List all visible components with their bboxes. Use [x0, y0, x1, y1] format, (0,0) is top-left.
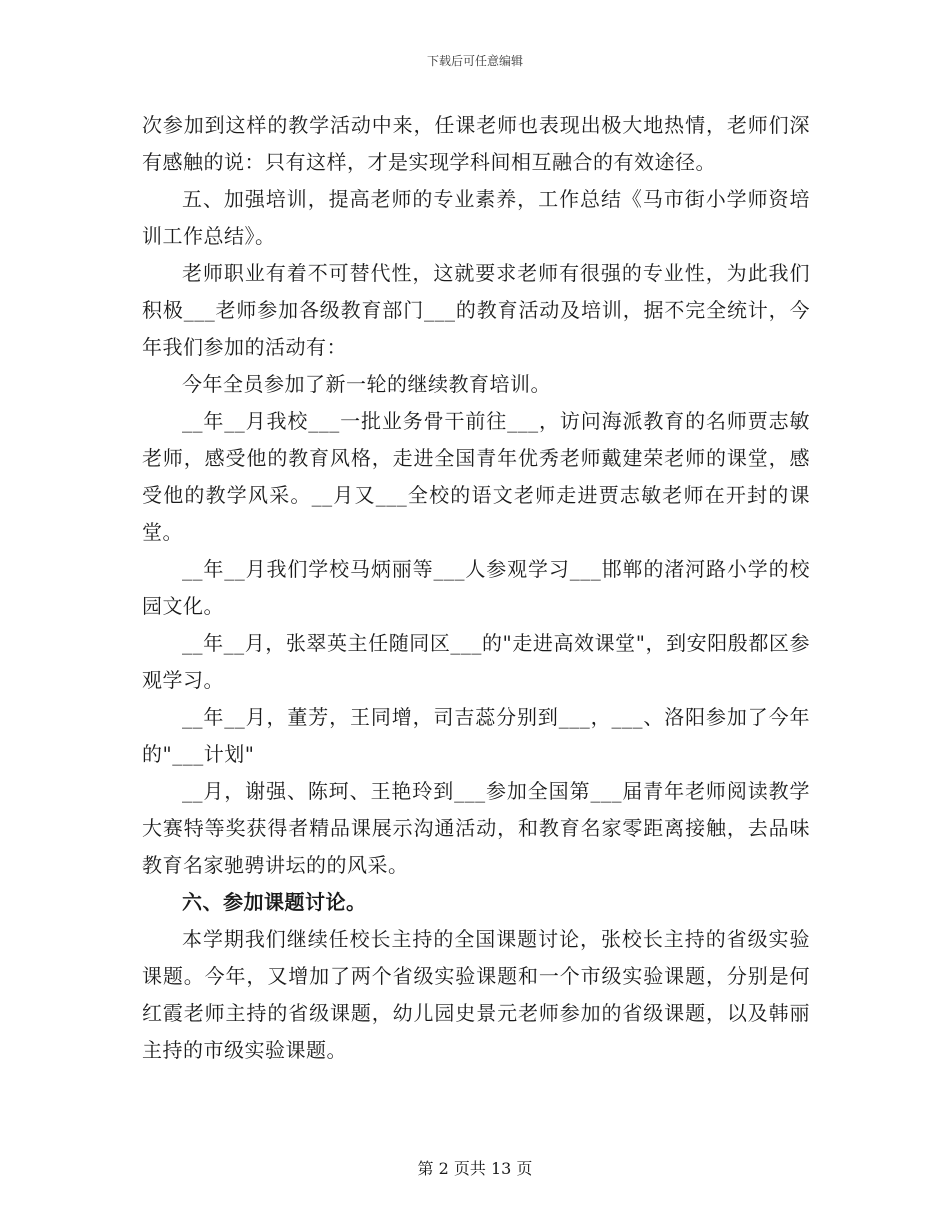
document-body [142, 107, 810, 1069]
paragraph-research-projects: 本学期我们继续任校长主持的全国课题讨论，张校长主持的省级实验课题。今年，又增加了两个省级实验课题和一个市级实验课题，分别是何红霞老师主持的省级课题，幼儿园史景元老师参加的省级课题，以及韩丽主持的市级实验课题。 [142, 927, 810, 1062]
page-header: 下载后可任意编辑 [426, 54, 523, 68]
page-number-footer: 第 2 页共 13 页 [417, 1159, 533, 1178]
paragraph-visit-anyang: __年__月，张翠英主任随同区___的"走进高效课堂"，到安阳殷都区参观学习。 [142, 631, 810, 692]
section-six-heading: 六、参加课题讨论。 [182, 890, 367, 914]
paragraph-section-five-title: 五、加强培训，提高老师的专业素养，工作总结《马市街小学师资培训工作总结》。 [142, 187, 810, 248]
paragraph-visit-shanghai: __年__月我校___一批业务骨干前往___，访问海派教育的名师贾志敏老师，感受他的教育风格，走进全国青年优秀老师戴建荣老师的课堂，感受他的教学风采。__月又___全校的语文老师走进贾志敏老师在开封的课堂。 [142, 409, 810, 544]
paragraph-reading-contest: __月，谢强、陈珂、王艳玲到___参加全国第___届青年老师阅读教学大赛特等奖获得者精品课展示沟通活动，和教育名家零距离接触，去品味教育名家驰骋讲坛的的风采。 [142, 779, 810, 877]
paragraph-visit-handan: __年__月我们学校马炳丽等___人参观学习___邯郸的渚河路小学的校园文化。 [142, 557, 810, 618]
paragraph-luoyang-plan: __年__月，董芳，王同增，司吉蕊分别到___，___、洛阳参加了今年的"___计划" [142, 705, 810, 766]
paragraph-continuation: 次参加到这样的教学活动中来，任课老师也表现出极大地热情，老师们深有感触的说：只有这样，才是实现学科间相互融合的有效途径。 [142, 113, 810, 174]
paragraph-continuing-education: 今年全员参加了新一轮的继续教育培训。 [182, 372, 551, 396]
paragraph-training-intro: 老师职业有着不可替代性，这就要求老师有很强的专业性，为此我们积极___老师参加各级教育部门___的教育活动及培训，据不完全统计，今年我们参加的活动有： [142, 261, 810, 359]
